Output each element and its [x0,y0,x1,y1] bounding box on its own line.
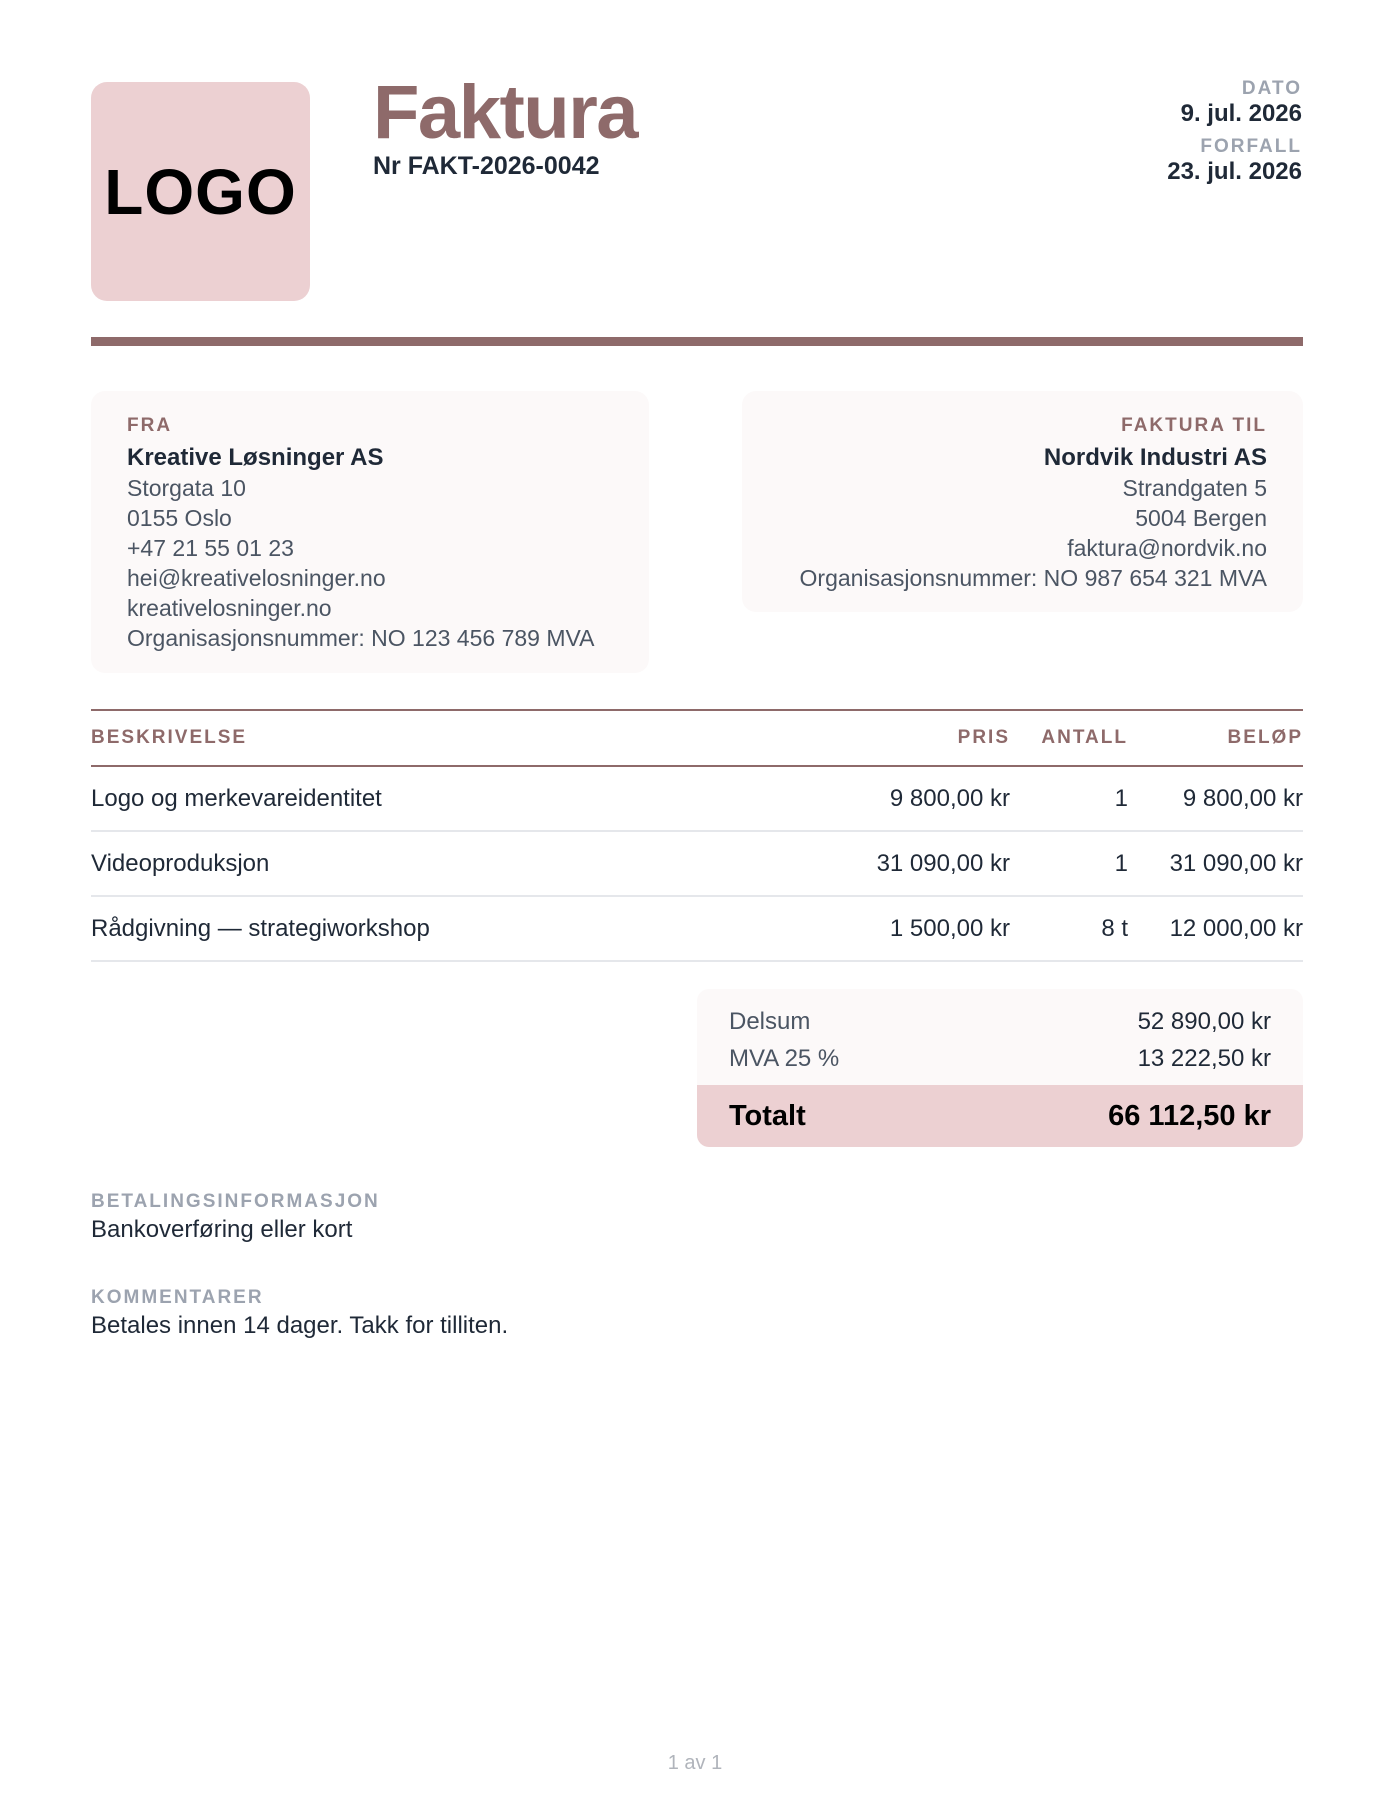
payment-section [91,1190,380,1246]
invoice-number: Nr FAKT-2026-0042 [373,152,600,180]
sender-email: hei@kreativelosninger.no [127,565,386,591]
totals-box [697,989,1303,1147]
table-row [91,897,1303,962]
row-amount: 12 000,00 kr [1169,914,1303,942]
recipient-address: Strandgaten 5 [1122,475,1267,501]
sender-website: kreativelosninger.no [127,595,332,621]
payment-text: Bankoverføring eller kort [91,1216,353,1243]
dates-block [1167,78,1302,194]
items-table [91,709,1303,962]
recipient-org-number: Organisasjonsnummer: NO 987 654 321 MVA [799,565,1267,591]
subtotal-row [697,1003,1303,1040]
header-amount: BELØP [1227,727,1303,748]
table-row [91,832,1303,897]
total-value: 66 112,50 kr [1108,1099,1271,1132]
page-title: Faktura [373,70,638,155]
row-price: 9 800,00 kr [889,784,1010,812]
logo [91,82,310,301]
recipient-card [742,391,1303,612]
header-description: BESKRIVELSE [91,727,248,748]
comments-text: Betales innen 14 dager. Takk for tilliten. [91,1312,509,1339]
payment-label: BETALINGSINFORMASJON [91,1191,380,1212]
comments-label: KOMMENTARER [91,1287,264,1308]
table-header [91,709,1303,767]
row-quantity: 1 [1114,784,1128,812]
header-divider [91,337,1303,346]
comments-section [91,1286,508,1342]
subtotal-label: Delsum [729,1008,811,1035]
recipient-label: FAKTURA TIL [1121,415,1267,436]
vat-value: 13 222,50 kr [1137,1045,1271,1072]
row-price: 1 500,00 kr [889,914,1010,942]
sender-postal: 0155 Oslo [127,505,232,531]
table-row [91,767,1303,832]
logo-text: LOGO [104,155,297,228]
due-label: FORFALL [1200,136,1302,157]
row-description: Videoproduksjon [91,849,270,877]
header-price: PRIS [957,727,1010,748]
sender-card [91,391,649,673]
vat-row [697,1040,1303,1077]
sender-name: Kreative Løsninger AS [127,444,384,471]
recipient-email: faktura@nordvik.no [1067,535,1267,561]
row-description: Logo og merkevareidentitet [91,784,382,812]
header-quantity: ANTALL [1041,727,1128,748]
date-label: DATO [1241,78,1302,99]
recipient-name: Nordvik Industri AS [1043,444,1267,471]
subtotal-value: 52 890,00 kr [1137,1008,1271,1035]
recipient-postal: 5004 Bergen [1135,505,1267,531]
vat-label: MVA 25 % [729,1045,840,1072]
row-price: 31 090,00 kr [876,849,1010,877]
page-number: 1 av 1 [667,1752,723,1774]
grand-total-row [697,1085,1303,1147]
sender-label: FRA [127,415,173,436]
row-quantity: 1 [1114,849,1128,877]
sender-address: Storgata 10 [127,475,246,501]
row-amount: 31 090,00 kr [1169,849,1303,877]
row-amount: 9 800,00 kr [1182,784,1303,812]
row-description: Rådgivning — strategiworkshop [91,914,430,942]
due-value: 23. jul. 2026 [1167,158,1302,185]
title-block [373,68,637,181]
row-quantity: 8 t [1101,914,1128,942]
date-value: 9. jul. 2026 [1180,100,1302,127]
sender-org-number: Organisasjonsnummer: NO 123 456 789 MVA [127,625,595,651]
total-label: Totalt [729,1099,806,1132]
sender-phone: +47 21 55 01 23 [127,535,294,561]
